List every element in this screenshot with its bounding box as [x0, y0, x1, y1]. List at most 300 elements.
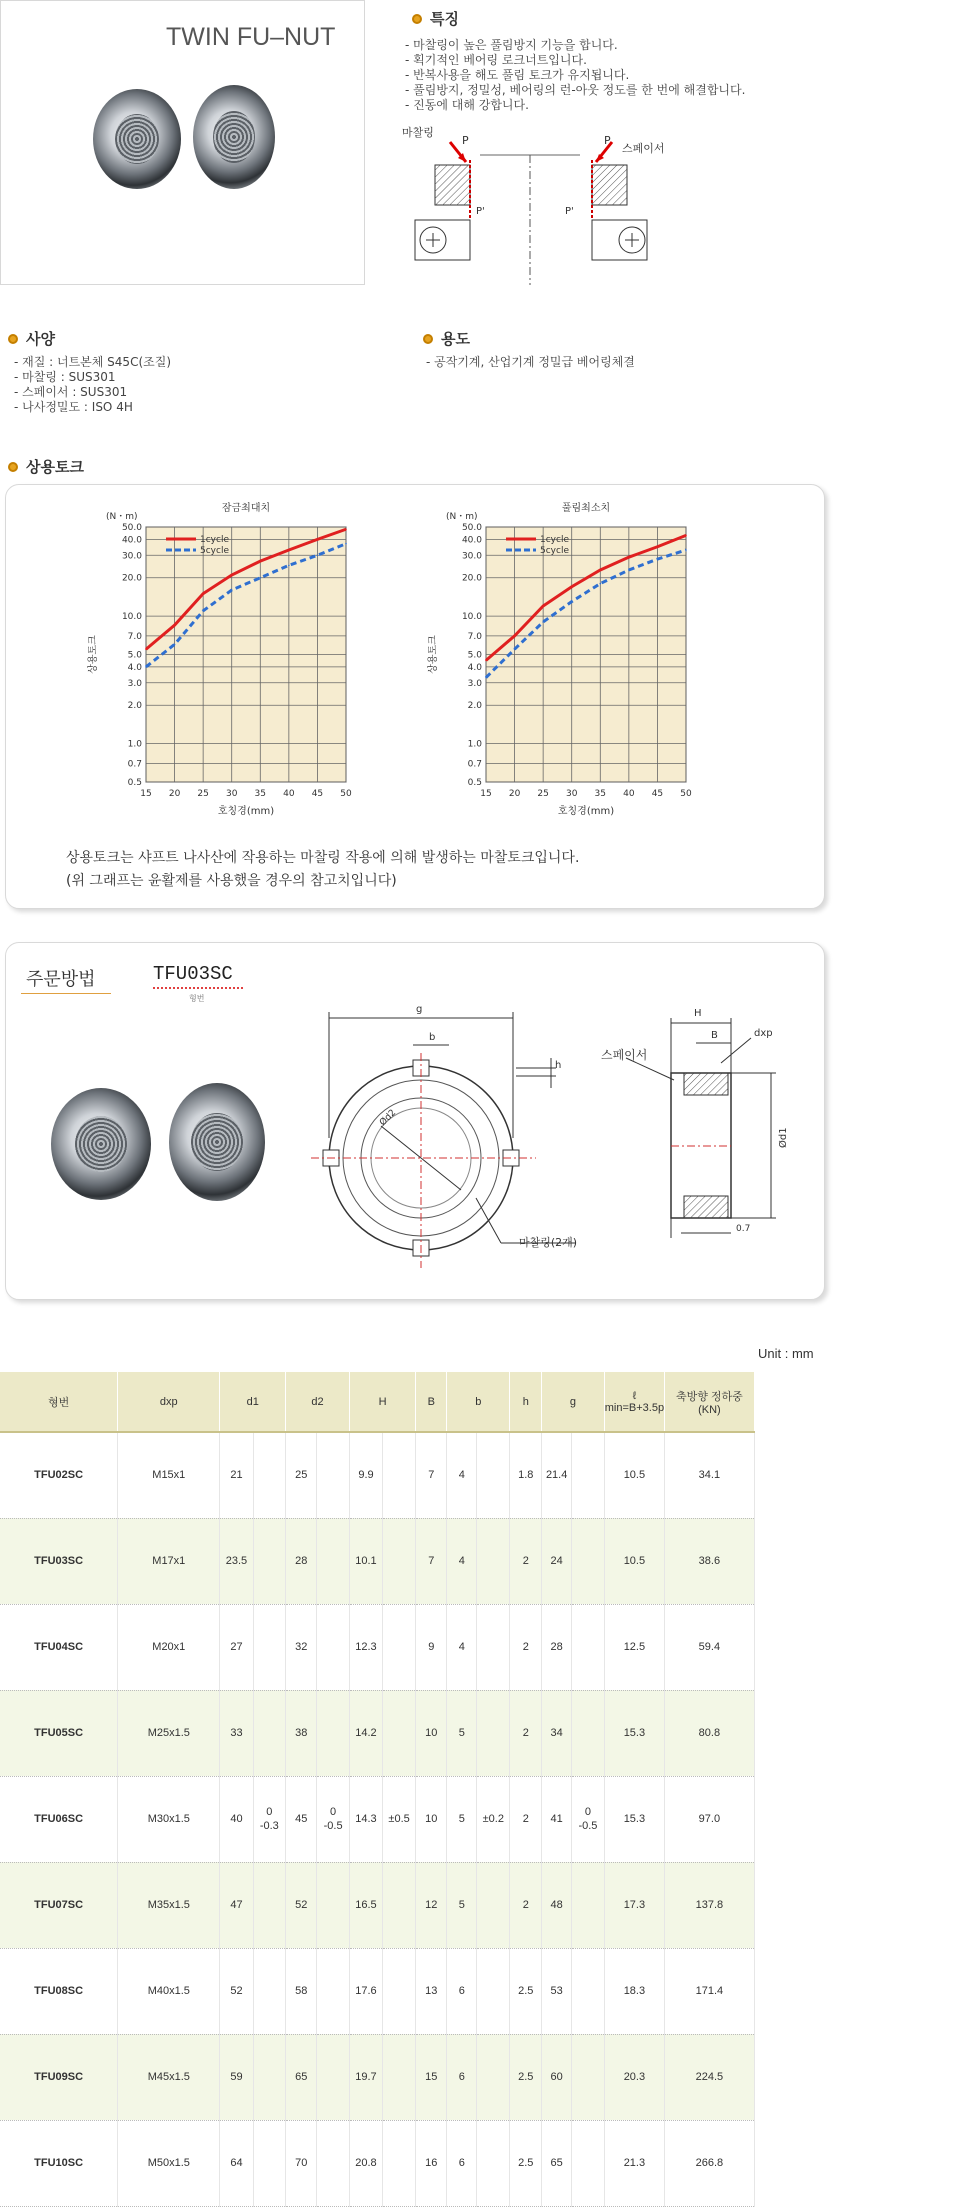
y-tick-label: 0.5	[467, 778, 482, 788]
data-point	[174, 624, 176, 626]
x-tick-label: 15	[480, 789, 492, 799]
tolerance-cell-empty	[383, 1432, 416, 1518]
data-point	[317, 554, 319, 556]
table-cell: 20.8	[349, 2120, 382, 2206]
data-point	[514, 648, 516, 650]
tolerance-cell-empty	[317, 1948, 350, 2034]
label-friction-ring: 마찰링(2개)	[519, 1236, 578, 1249]
chart-lock-max	[66, 495, 406, 830]
table-cell: 18.3	[604, 1948, 664, 2034]
y-axis-label: 상용토크	[88, 635, 99, 674]
dim-B: B	[711, 1030, 718, 1041]
y-tick-label: 50.0	[461, 523, 482, 533]
table-cell: 224.5	[665, 2034, 755, 2120]
table-cell: 40	[220, 1776, 253, 1862]
x-tick-label: 20	[168, 789, 181, 799]
data-point	[174, 644, 176, 646]
table-cell: 17.3	[604, 1862, 664, 1948]
tolerance-cell-empty	[383, 1604, 416, 1690]
table-cell: M50x1.5	[118, 2120, 220, 2206]
legend-label: 1cycle	[200, 535, 229, 545]
table-row	[0, 1776, 830, 1862]
data-point	[288, 565, 290, 567]
order-model-caption: 형번	[189, 994, 205, 1003]
specs-list	[14, 355, 171, 415]
table-cell: 6	[447, 2034, 477, 2120]
y-tick-label: 10.0	[121, 612, 142, 623]
list-item: - 나사정밀도 : ISO 4H	[14, 400, 133, 414]
x-tick-label: 35	[594, 789, 607, 799]
y-tick-label: 40.0	[461, 535, 482, 546]
table-cell: 32	[286, 1604, 317, 1690]
y-tick-label: 4.0	[467, 662, 482, 673]
table-cell: M20x1	[118, 1604, 220, 1690]
list-item: - 풀림방지, 정밀성, 베어링의 런-아웃 정도를 한 번에 해결합니다.	[405, 83, 746, 97]
y-axis-label: 상용토크	[428, 635, 439, 674]
table-cell: 38	[286, 1690, 317, 1776]
table-cell: M40x1.5	[118, 1948, 220, 2034]
usage-heading: 용도	[423, 328, 470, 349]
table-cell: 25	[286, 1432, 317, 1518]
tolerance-cell-empty	[477, 1862, 510, 1948]
torque-note-line1: 상용토크는 샤프트 나사산에 작용하는 마찰링 작용에 의해 발생하는 마찰토크입니다.	[66, 850, 580, 866]
table-row	[0, 2034, 830, 2120]
product-title: TWIN FU–NUT	[166, 23, 336, 51]
tolerance-cell: ±0.5	[383, 1776, 416, 1862]
table-cell: 60	[542, 2034, 572, 2120]
data-point	[571, 586, 573, 588]
table-cell: TFU07SC	[0, 1862, 118, 1948]
col-header: d1	[220, 1372, 286, 1432]
dim-d1: Ød1	[778, 1127, 789, 1148]
tolerance-cell-empty	[253, 2034, 286, 2120]
y-tick-label: 2.0	[127, 701, 142, 712]
data-point	[259, 577, 261, 579]
table-cell: M45x1.5	[118, 2034, 220, 2120]
bullet-icon	[8, 334, 18, 344]
x-axis-label: 호칭경(mm)	[217, 806, 275, 817]
table-cell: TFU05SC	[0, 1690, 118, 1776]
x-tick-label: 25	[537, 789, 549, 799]
table-unit: Unit : mm	[758, 1346, 814, 1361]
table-cell: M30x1.5	[118, 1776, 220, 1862]
data-point	[685, 549, 687, 551]
table-cell: 5	[447, 1776, 477, 1862]
table-cell: 53	[542, 1948, 572, 2034]
table-cell: 33	[220, 1690, 253, 1776]
bullet-icon	[423, 334, 433, 344]
table-cell: 45	[286, 1776, 317, 1862]
y-tick-label: 30.0	[461, 551, 482, 562]
table-row	[0, 1690, 830, 1776]
tolerance-cell-empty	[253, 1948, 286, 2034]
list-item: - 재질 : 너트본체 S45C(조질)	[14, 355, 171, 369]
table-cell: 12.5	[604, 1604, 664, 1690]
data-point	[202, 610, 204, 612]
table-cell: TFU02SC	[0, 1432, 118, 1518]
tolerance-cell-empty	[253, 1862, 286, 1948]
table-cell: 21	[220, 1432, 253, 1518]
x-tick-label: 40	[623, 789, 635, 799]
table-cell: 6	[447, 2120, 477, 2206]
data-point	[628, 569, 630, 571]
y-tick-label: 20.0	[121, 573, 142, 584]
table-row	[0, 1518, 830, 1604]
table-cell: 64	[220, 2120, 253, 2206]
tolerance-cell-empty	[253, 1604, 286, 1690]
chart-release-min	[406, 495, 746, 830]
tolerance-cell-empty	[572, 1948, 605, 2034]
table-row	[0, 1862, 830, 1948]
tolerance-cell-empty	[383, 1690, 416, 1776]
dim-d2: Ød2	[378, 1107, 399, 1129]
x-axis-label: 호칭경(mm)	[557, 806, 615, 817]
tolerance-cell-empty	[253, 2120, 286, 2206]
data-point	[542, 605, 544, 607]
table-cell: 10.1	[349, 1518, 382, 1604]
table-cell: 34.1	[665, 1432, 755, 1518]
tolerance-cell: 0 -0.5	[572, 1776, 605, 1862]
list-item: - 공작기계, 산업기계 정밀급 베어링체결	[426, 355, 635, 369]
table-cell: 21.4	[542, 1432, 572, 1518]
table-cell: 59	[220, 2034, 253, 2120]
table-cell: M35x1.5	[118, 1862, 220, 1948]
torque-note-line2: (위 그래프는 윤활제를 사용했을 경우의 참고치입니다)	[66, 873, 397, 889]
data-point	[542, 621, 544, 623]
table-cell: 58	[286, 1948, 317, 2034]
y-tick-label: 3.0	[467, 678, 482, 689]
diagram-label-p-prime-right: P'	[565, 206, 574, 217]
table-cell: 2	[510, 1690, 542, 1776]
x-tick-label: 40	[283, 789, 295, 799]
tolerance-cell: 0 -0.3	[253, 1776, 286, 1862]
table-cell: TFU10SC	[0, 2120, 118, 2206]
x-tick-label: 30	[225, 789, 238, 799]
y-tick-label: 7.0	[127, 631, 142, 642]
table-cell: 171.4	[665, 1948, 755, 2034]
data-point	[599, 569, 601, 571]
list-item: - 획기적인 베어링 로크너트입니다.	[405, 53, 587, 67]
data-point	[145, 648, 147, 650]
table-cell: 2	[510, 1518, 542, 1604]
list-item: - 반복사용을 해도 풀림 토크가 유지됩니다.	[405, 68, 630, 82]
col-header: ℓ min=B+3.5p	[604, 1372, 664, 1432]
table-cell: 9	[416, 1604, 447, 1690]
dim-b: b	[429, 1032, 436, 1043]
table-cell: 5	[447, 1690, 477, 1776]
chart-title: 풀림최소치	[561, 503, 611, 514]
table-cell: 7	[416, 1432, 447, 1518]
table-cell: 137.8	[665, 1862, 755, 1948]
x-tick-label: 30	[565, 789, 578, 799]
diagram-label-friction-ring: 마찰링	[402, 126, 434, 139]
table-cell: 52	[220, 1948, 253, 2034]
table-row	[0, 1604, 830, 1690]
x-tick-label: 50	[340, 789, 352, 799]
tolerance-cell-empty	[477, 1432, 510, 1518]
data-point	[231, 574, 233, 576]
dim-h: h	[555, 1060, 562, 1071]
list-item: - 진동에 대해 강합니다.	[405, 98, 529, 112]
tolerance-cell-empty	[572, 2120, 605, 2206]
table-cell: 97.0	[665, 1776, 755, 1862]
table-cell: 1.8	[510, 1432, 542, 1518]
col-header: H	[349, 1372, 415, 1432]
data-point	[685, 535, 687, 537]
table-cell: 70	[286, 2120, 317, 2206]
data-point	[628, 556, 630, 558]
tolerance-cell: ±0.2	[477, 1776, 510, 1862]
table-cell: 38.6	[665, 1518, 755, 1604]
tolerance-cell-empty	[317, 2034, 350, 2120]
table-cell: M17x1	[118, 1518, 220, 1604]
dim-H: H	[694, 1008, 702, 1019]
table-cell: 21.3	[604, 2120, 664, 2206]
nut-photo-left	[51, 1088, 151, 1200]
tolerance-cell-empty	[477, 2120, 510, 2206]
col-header: d2	[286, 1372, 350, 1432]
col-header: b	[447, 1372, 510, 1432]
table-cell: TFU03SC	[0, 1518, 118, 1604]
y-tick-label: 1.0	[127, 739, 142, 750]
table-cell: M25x1.5	[118, 1690, 220, 1776]
tolerance-cell-empty	[572, 1862, 605, 1948]
tolerance-cell-empty	[572, 1604, 605, 1690]
table-row	[0, 1432, 830, 1518]
usage-list	[426, 355, 635, 370]
table-cell: 27	[220, 1604, 253, 1690]
chart-unit-label: (N・m)	[106, 512, 138, 522]
tolerance-cell-empty	[572, 2034, 605, 2120]
table-cell: TFU09SC	[0, 2034, 118, 2120]
data-point	[485, 660, 487, 662]
y-tick-label: 0.7	[127, 759, 142, 770]
data-point	[202, 593, 204, 595]
table-cell: 19.7	[349, 2034, 382, 2120]
x-tick-label: 50	[680, 789, 692, 799]
tolerance-cell-empty	[383, 1518, 416, 1604]
data-point	[514, 635, 516, 637]
table-cell: 10	[416, 1690, 447, 1776]
table-cell: 47	[220, 1862, 253, 1948]
col-header: 축방향 정하중 (KN)	[665, 1372, 755, 1432]
torque-panel	[5, 484, 825, 909]
label-spacer: 스페이서	[601, 1048, 648, 1062]
table-cell: 24	[542, 1518, 572, 1604]
table-row	[0, 1948, 830, 2034]
col-header: h	[510, 1372, 542, 1432]
col-header: B	[416, 1372, 447, 1432]
diagram-label-p-prime-left: P'	[476, 206, 485, 217]
table-cell: 12.3	[349, 1604, 382, 1690]
table-cell: 16	[416, 2120, 447, 2206]
tolerance-cell-empty	[317, 1690, 350, 1776]
tolerance-cell-empty	[572, 1432, 605, 1518]
features-list	[405, 38, 745, 113]
table-cell: 10.5	[604, 1518, 664, 1604]
table-cell: 65	[286, 2034, 317, 2120]
table-cell: 266.8	[665, 2120, 755, 2206]
y-tick-label: 40.0	[121, 535, 142, 546]
tolerance-cell: 0 -0.5	[317, 1776, 350, 1862]
table-cell: 28	[542, 1604, 572, 1690]
table-cell: 15.3	[604, 1776, 664, 1862]
table-cell: 10.5	[604, 1432, 664, 1518]
data-point	[485, 677, 487, 679]
spec-table	[0, 1372, 830, 2207]
x-tick-label: 45	[311, 789, 324, 799]
tolerance-cell-empty	[317, 1862, 350, 1948]
tolerance-cell-empty	[317, 1432, 350, 1518]
table-cell: 7	[416, 1518, 447, 1604]
list-item: - 마찰링 : SUS301	[14, 370, 116, 384]
table-cell: 2	[510, 1604, 542, 1690]
tolerance-cell-empty	[477, 1690, 510, 1776]
data-point	[571, 601, 573, 603]
table-cell: 23.5	[220, 1518, 253, 1604]
table-cell: 2	[510, 1776, 542, 1862]
tolerance-cell-empty	[317, 1604, 350, 1690]
product-image-box	[0, 0, 365, 285]
y-tick-label: 20.0	[461, 573, 482, 584]
list-item: - 스페이서 : SUS301	[14, 385, 128, 399]
tolerance-cell-empty	[572, 1690, 605, 1776]
tolerance-cell-empty	[477, 1604, 510, 1690]
table-cell: 14.2	[349, 1690, 382, 1776]
data-point	[657, 558, 659, 560]
nut-photo-left	[93, 89, 181, 189]
tolerance-cell-empty	[317, 1518, 350, 1604]
legend-label: 5cycle	[540, 546, 569, 556]
table-cell: 17.6	[349, 1948, 382, 2034]
tolerance-cell-empty	[383, 2120, 416, 2206]
data-point	[145, 666, 147, 668]
table-cell: 5	[447, 1862, 477, 1948]
side-view-drawing	[606, 998, 816, 1248]
table-cell: 20.3	[604, 2034, 664, 2120]
data-point	[259, 560, 261, 562]
y-tick-label: 10.0	[461, 612, 482, 623]
col-header: g	[542, 1372, 605, 1432]
y-tick-label: 1.0	[467, 739, 482, 750]
diagram-label-spacer: 스페이서	[622, 142, 665, 155]
table-cell: M15x1	[118, 1432, 220, 1518]
x-tick-label: 15	[140, 789, 152, 799]
y-tick-label: 30.0	[121, 551, 142, 562]
data-point	[288, 549, 290, 551]
dim-dxp: dxp	[754, 1028, 773, 1039]
tolerance-cell-empty	[383, 2034, 416, 2120]
dim-g: g	[416, 1004, 423, 1015]
tolerance-cell-empty	[317, 2120, 350, 2206]
y-tick-label: 4.0	[127, 662, 142, 673]
table-cell: 16.5	[349, 1862, 382, 1948]
table-cell: 41	[542, 1776, 572, 1862]
diagram-label-p-right: P	[604, 134, 611, 147]
data-point	[317, 539, 319, 541]
diagram-label-p-left: P	[462, 134, 469, 147]
order-panel	[5, 942, 825, 1300]
y-tick-label: 5.0	[467, 650, 482, 661]
x-tick-label: 25	[197, 789, 209, 799]
order-heading: 주문방법	[26, 969, 96, 990]
table-cell: 80.8	[665, 1690, 755, 1776]
table-cell: TFU08SC	[0, 1948, 118, 2034]
table-cell: 15	[416, 2034, 447, 2120]
table-cell: 59.4	[665, 1604, 755, 1690]
chart-title: 잠금최대치	[221, 503, 271, 514]
table-cell: 4	[447, 1432, 477, 1518]
y-tick-label: 0.5	[127, 778, 142, 788]
tolerance-cell-empty	[383, 1862, 416, 1948]
y-tick-label: 50.0	[121, 523, 142, 533]
table-cell: 34	[542, 1690, 572, 1776]
y-tick-label: 0.7	[467, 759, 482, 770]
dim-07: 0.7	[736, 1224, 751, 1234]
table-cell: 4	[447, 1518, 477, 1604]
table-cell: 10	[416, 1776, 447, 1862]
tolerance-cell-empty	[253, 1518, 286, 1604]
x-tick-label: 20	[508, 789, 521, 799]
tolerance-cell-empty	[253, 1432, 286, 1518]
front-view-drawing	[311, 998, 621, 1288]
x-tick-label: 35	[254, 789, 267, 799]
data-point	[345, 528, 347, 530]
table-cell: TFU04SC	[0, 1604, 118, 1690]
features-heading: 특징	[412, 8, 459, 29]
col-header: dxp	[118, 1372, 220, 1432]
specs-heading: 사양	[8, 328, 55, 349]
tolerance-cell-empty	[477, 1518, 510, 1604]
tolerance-cell-empty	[572, 1518, 605, 1604]
table-cell: 28	[286, 1518, 317, 1604]
table-cell: 48	[542, 1862, 572, 1948]
table-header-row	[0, 1372, 830, 1432]
chart-unit-label: (N・m)	[446, 512, 478, 522]
table-cell: 4	[447, 1604, 477, 1690]
features-diagram	[400, 120, 665, 290]
order-model: TFU03SC	[153, 963, 233, 985]
table-cell: 2.5	[510, 2120, 542, 2206]
y-tick-label: 5.0	[127, 650, 142, 661]
x-tick-label: 45	[651, 789, 664, 799]
legend-label: 5cycle	[200, 546, 229, 556]
list-item: - 마찰링이 높은 풀림방지 기능을 합니다.	[405, 38, 618, 52]
table-cell: 6	[447, 1948, 477, 2034]
table-cell: TFU06SC	[0, 1776, 118, 1862]
table-cell: 2	[510, 1862, 542, 1948]
bullet-icon	[8, 462, 18, 472]
tolerance-cell-empty	[477, 2034, 510, 2120]
col-header: 형번	[0, 1372, 118, 1432]
nut-photo-right	[169, 1083, 265, 1201]
tolerance-cell-empty	[253, 1690, 286, 1776]
data-point	[657, 546, 659, 548]
table-cell: 52	[286, 1862, 317, 1948]
table-cell: 2.5	[510, 1948, 542, 2034]
y-tick-label: 3.0	[127, 678, 142, 689]
bullet-icon	[412, 14, 422, 24]
table-cell: 65	[542, 2120, 572, 2206]
tolerance-cell-empty	[477, 1948, 510, 2034]
table-cell: 14.3	[349, 1776, 382, 1862]
torque-heading: 상용토크	[8, 456, 84, 477]
table-cell: 2.5	[510, 2034, 542, 2120]
table-cell: 12	[416, 1862, 447, 1948]
table-cell: 9.9	[349, 1432, 382, 1518]
tolerance-cell-empty	[383, 1948, 416, 2034]
table-cell: 13	[416, 1948, 447, 2034]
